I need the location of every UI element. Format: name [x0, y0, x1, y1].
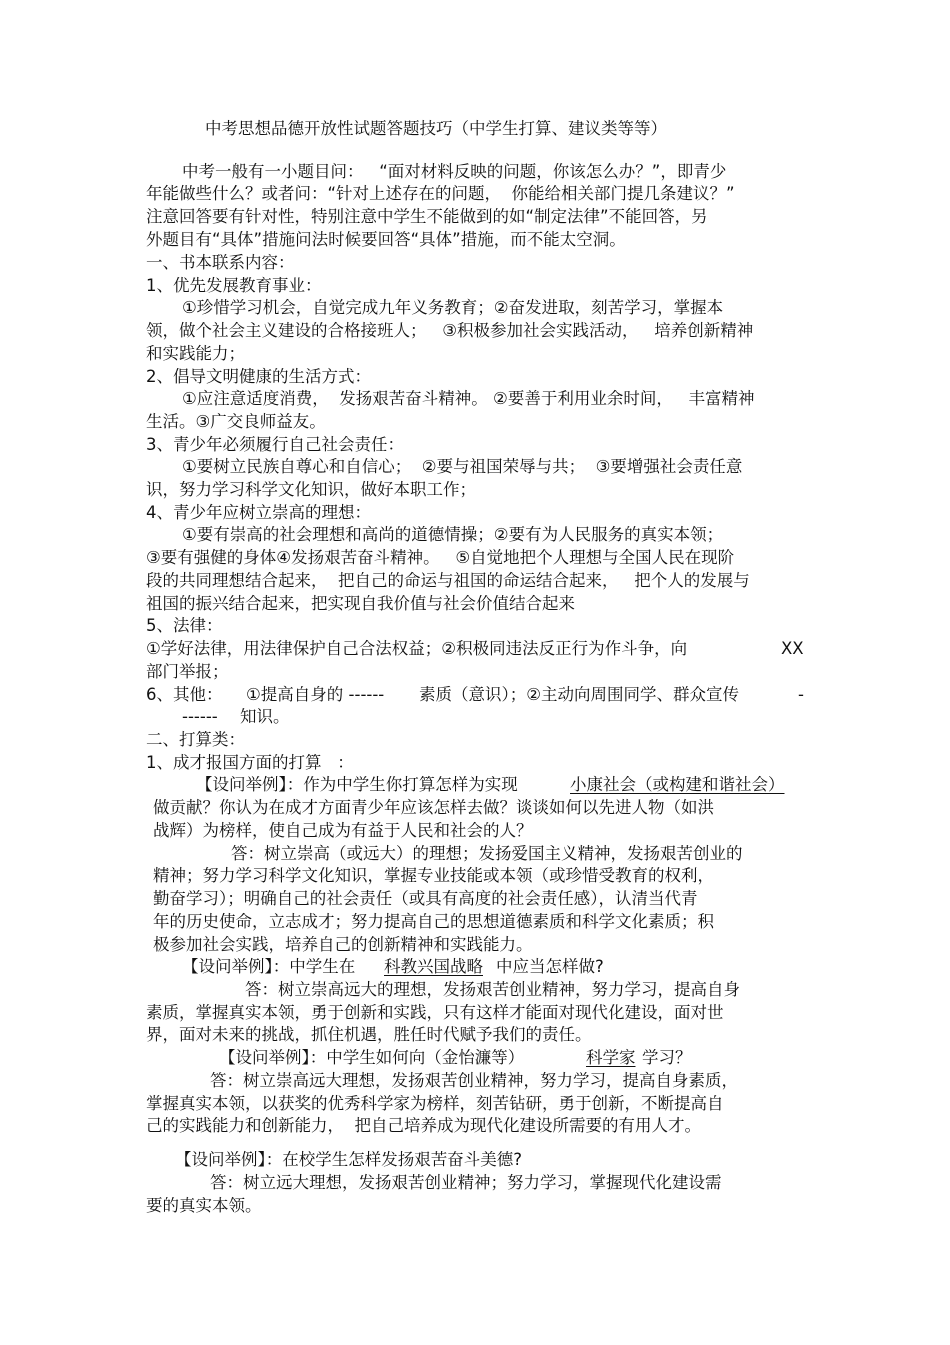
- section-heading: 一、书本联系内容：: [146, 253, 295, 272]
- intro-line: 外题目有“具体”措施问法时候要回答“具体”措施，而不能太空洞。: [146, 230, 626, 249]
- intro-line: 注意回答要有针对性，特别注意中学生不能做到的如“制定法律”不能回答，另: [146, 207, 708, 226]
- body-line: 和实践能力；: [146, 344, 245, 363]
- subsection-heading: 1、优先发展教育事业：: [146, 276, 322, 295]
- body-line: ①应注意适度消费， 发扬艰苦奋斗精神。 ②要善于利用业余时间， 丰富精神: [182, 389, 755, 408]
- underlined-term: 科学家: [586, 1048, 636, 1067]
- answer-line: 要的真实本领。: [146, 1196, 262, 1215]
- body-line: 祖国的振兴结合起来，把实现自我价值与社会价值结合起来: [146, 594, 575, 613]
- subsection-heading: 1、成才报国方面的打算 ：: [146, 753, 354, 772]
- answer-line: 精神；努力学习科学文化知识，掌握专业技能或本领（或珍惜受教育的权利，: [153, 866, 714, 885]
- body-line: ①学好法律，用法律保护自己合法权益；②积极同违法反正行为作斗争，向: [146, 639, 688, 658]
- answer-line: 勤奋学习）；明确自己的社会责任（或具有高度的社会责任感），认清当代青: [153, 889, 698, 908]
- section-heading: 二、打算类：: [146, 730, 245, 749]
- body-line: ①要有崇高的社会理想和高尚的道德情操；②要有为人民服务的真实本领；: [182, 525, 724, 544]
- body-line: 识，努力学习科学文化知识，做好本职工作；: [146, 480, 476, 499]
- example-question: 战辉）为榜样，使自己成为有益于人民和社会的人？: [153, 821, 533, 840]
- answer-line: 答：树立远大理想，发扬艰苦创业精神；努力学习，掌握现代化建设需: [210, 1173, 722, 1192]
- example-question: 【设问举例】：在校学生怎样发扬艰苦奋斗美德?: [175, 1150, 523, 1169]
- answer-line: 年的历史使命，立志成才；努力提高自己的思想道德素质和科学文化素质；积: [153, 912, 714, 931]
- example-question: 【设问举例】：中学生如何向（金怡濂等）: [219, 1048, 525, 1067]
- underlined-term: 小康社会（或构建和谐社会）: [570, 775, 785, 794]
- answer-line: 界，面对未来的挑战，抓住机遇，胜任时代赋予我们的责任。: [146, 1025, 592, 1044]
- example-question: 中应当怎样做?: [496, 957, 604, 976]
- body-line: ①要树立民族自尊心和自信心； ②要与祖国荣辱与共； ③要增强社会责任意: [182, 457, 743, 476]
- body-line-fragment: ①提高自身的 ------: [246, 685, 385, 704]
- body-line: 生活。③广交良师益友。: [146, 412, 326, 431]
- body-line: 领，做个社会主义建设的合格接班人； ③积极参加社会实践活动， 培养创新精神: [146, 321, 754, 340]
- subsection-heading: 3、青少年必须履行自己社会责任：: [146, 435, 404, 454]
- underlined-term: 科教兴国战略: [384, 957, 483, 976]
- answer-line: 掌握真实本领，以获奖的优秀科学家为榜样，刻苦钻研，勇于创新，不断提高自: [146, 1094, 724, 1113]
- answer-line: 答：树立崇高远大理想，发扬艰苦创业精神，努力学习，提高自身素质，: [210, 1071, 738, 1090]
- body-line-fragment: XX: [781, 639, 804, 658]
- example-question: 【设问举例】：中学生在: [182, 957, 356, 976]
- body-line: 段的共同理想结合起来， 把自己的命运与祖国的命运结合起来， 把个人的发展与: [146, 571, 750, 590]
- subsection-heading: 6、其他：: [146, 685, 223, 704]
- subsection-heading: 2、倡导文明健康的生活方式：: [146, 367, 371, 386]
- answer-line: 答：树立崇高（或远大）的理想；发扬爱国主义精神，发扬艰苦创业的: [231, 844, 743, 863]
- subsection-heading: 5、法律：: [146, 616, 223, 635]
- intro-line: 中考一般有一小题目问： “面对材料反映的问题，你该怎么办？”，即青少: [182, 162, 727, 181]
- body-line-fragment: 素质（意识）；②主动向周围同学、群众宣传: [419, 685, 740, 704]
- example-question: 做贡献？你认为在成才方面青少年应该怎样去做？谈谈如何以先进人物（如洪: [153, 798, 714, 817]
- answer-line: 极参加社会实践，培养自己的创新精神和实践能力。: [153, 935, 533, 954]
- body-line: ①珍惜学习机会，自觉完成九年义务教育；②奋发进取，刻苦学习，掌握本: [182, 298, 724, 317]
- body-line: 部门举报；: [146, 662, 229, 681]
- answer-line: 素质，掌握真实本领，勇于创新和实践，只有这样才能面对现代化建设，面对世: [146, 1003, 724, 1022]
- intro-line: 年能做些什么？或者问：“针对上述存在的问题， 你能给相关部门提几条建议？”: [146, 184, 735, 203]
- body-line-fragment: 知识。: [240, 707, 290, 726]
- example-question: 【设问举例】：作为中学生你打算怎样为实现: [196, 775, 518, 794]
- subsection-heading: 4、青少年应树立崇高的理想：: [146, 503, 371, 522]
- body-line-fragment: -: [798, 685, 804, 704]
- example-question: 学习？: [642, 1048, 692, 1067]
- document-title: 中考思想品德开放性试题答题技巧（中学生打算、建议类等等）: [205, 119, 667, 138]
- answer-line: 答：树立崇高远大的理想，发扬艰苦创业精神，努力学习，提高自身: [245, 980, 740, 999]
- body-line-fragment: ------: [182, 707, 218, 726]
- body-line: ③要有强健的身体④发扬艰苦奋斗精神。 ⑤自觉地把个人理想与全国人民在现阶: [146, 548, 735, 567]
- answer-line: 己的实践能力和创新能力， 把自己培养成为现代化建设所需要的有用人才。: [146, 1116, 701, 1135]
